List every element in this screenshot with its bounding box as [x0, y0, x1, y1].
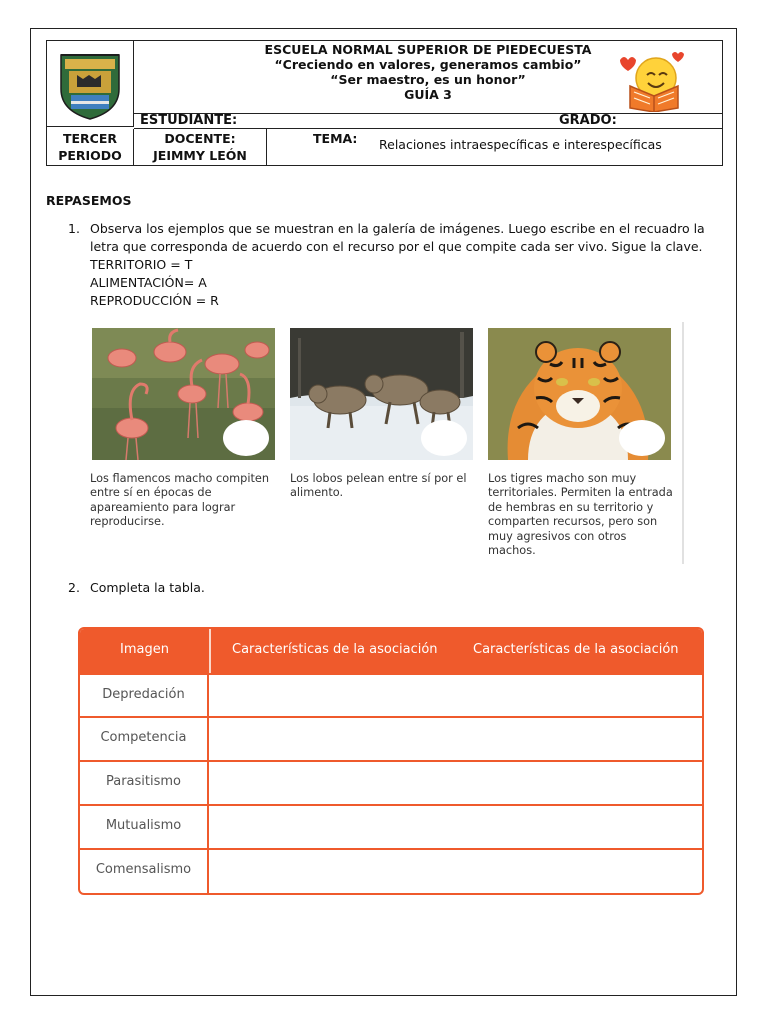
- grade-label: GRADO:: [559, 113, 617, 128]
- question-2: [68, 580, 205, 595]
- key-territorio: TERRITORIO = T: [90, 257, 193, 272]
- topic-value: Relaciones intraespecíficas e interespecíficas: [379, 137, 662, 152]
- motto-2: “Ser maestro, es un honor”: [330, 72, 526, 87]
- question-1-text: Observa los ejemplos que se muestran en la galería de imágenes. Luego escribe en el recuadro la letra que corresponda de acuerdo con el recurso por el que compite cada ser vivo. Sigue la clave.: [90, 221, 705, 254]
- header-separator: [209, 629, 211, 675]
- question-1-number: 1.: [68, 221, 80, 236]
- gallery-divider: [682, 322, 684, 564]
- table-row: [80, 760, 702, 805]
- topic-label: TEMA:: [313, 131, 358, 146]
- table-header: [80, 629, 702, 675]
- header-characteristics-1: Características de la asociación: [232, 642, 438, 657]
- section-title: REPASEMOS: [46, 193, 132, 208]
- table-row: [80, 716, 702, 761]
- table-row: [80, 673, 702, 718]
- tiger-caption: Los tigres macho son muy territoriales. Permiten la entrada de hembras en su territorio y comparten recursos, pero son muy agresivos con otros machos.: [488, 472, 673, 558]
- tiger-photo: [488, 328, 671, 460]
- question-1-body: [90, 220, 730, 310]
- period-line-2: PERIODO: [58, 148, 122, 163]
- student-label: ESTUDIANTE:: [140, 113, 238, 128]
- row-label: Parasitismo: [80, 762, 209, 805]
- school-logo-icon: [57, 49, 123, 121]
- logo-cell: [47, 41, 134, 127]
- wolves-photo: [290, 328, 473, 460]
- wolves-caption: Los lobos pelean entre sí por el alimento.: [290, 472, 467, 500]
- row-label: Comensalismo: [80, 850, 209, 893]
- flamingo-photo: [92, 328, 275, 460]
- row-label: Competencia: [80, 718, 209, 761]
- period-line-1: TERCER: [62, 131, 118, 146]
- key-reproduccion: REPRODUCCIÓN = R: [90, 293, 219, 308]
- header-characteristics-2: Características de la asociación: [473, 642, 679, 657]
- teacher-name: JEIMMY LEÓN: [153, 148, 247, 163]
- period-cell: [47, 129, 134, 165]
- associations-table: [78, 627, 704, 895]
- teacher-label: DOCENTE:: [164, 131, 236, 146]
- header-imagen: Imagen: [120, 642, 169, 657]
- answer-oval[interactable]: [223, 420, 269, 456]
- table-row: [80, 804, 702, 849]
- motto-1: “Creciendo en valores, generamos cambio”: [274, 57, 582, 72]
- row-label: Depredación: [80, 675, 209, 718]
- student-row: [134, 113, 722, 129]
- table-row: [80, 848, 702, 893]
- school-name: ESCUELA NORMAL SUPERIOR DE PIEDECUESTA: [264, 42, 592, 57]
- row-label: Mutualismo: [80, 806, 209, 849]
- topic-cell: [267, 129, 722, 165]
- answer-oval[interactable]: [619, 420, 665, 456]
- question-2-text: Completa la tabla.: [90, 580, 205, 595]
- teacher-cell: [134, 129, 267, 165]
- image-gallery: [90, 322, 685, 564]
- smiley-reading-icon: [614, 50, 692, 112]
- flamingo-caption: Los flamencos macho compiten entre sí en épocas de apareamiento para lograr reproducirse.: [90, 472, 270, 529]
- guide-number: GUÍA 3: [404, 87, 452, 102]
- question-2-number: 2.: [68, 580, 80, 595]
- key-alimentacion: ALIMENTACIÓN= A: [90, 275, 207, 290]
- answer-oval[interactable]: [421, 420, 467, 456]
